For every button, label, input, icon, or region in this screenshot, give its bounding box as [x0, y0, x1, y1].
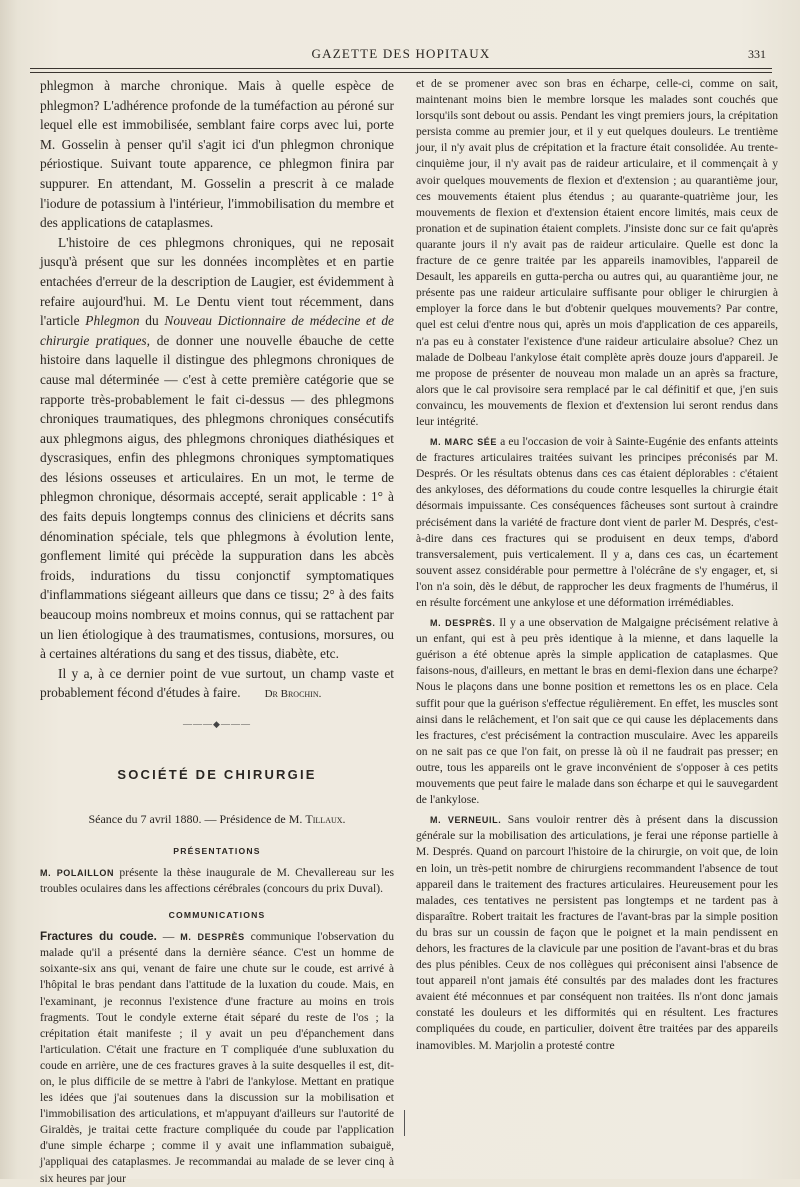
subheading-communications: COMMUNICATIONS: [168, 909, 266, 920]
right-column: [416, 76, 778, 1157]
section-divider-ornament: ———◆———: [183, 719, 251, 729]
paragraph-despres: [416, 615, 778, 808]
text-run: communique l'observation du malade qu'il a présenté dans la dernière séance. C'est un homme de soixante-six ans qui, venant de faire une chute sur le coude, est arrivé à l'hôpital le bras pendant dans l'attitude de la luxation du coude. Mais, en l'examinant, je reconnus l'existence d'une fracture au moins en trois fragments. Tout le condyle externe était séparé du reste de l'os ; la crépitation était manifeste ; il y avait un peu d'épanchement dans l'articulation. C'était une fracture en T compliquée d'une subluxation du coude en arrière, une de ces fractures graves à la suite desquelles il est, dit-on, le plus difficile de se mettre à l'abri de l'ankylose. Mettant en pratique les idées que j'ai soutenues dans la discussion sur la mobilisation et l'immobilisation des articulations, et m'appuyant d'ailleurs sur l'autorité de Giraldès, je traitai cette fracture compliquée du coude par l'application d'une simple écharpe ; comme il y avait une inflammation subaiguë, j'appliquai des cataplasmes. Je recommandai au malade de se lever cinq à six heures par jour: [40, 930, 395, 1185]
left-column: [40, 76, 395, 1185]
header-rule-thick: [30, 68, 772, 69]
paragraph-presentation: [40, 865, 394, 897]
paragraph-phlegmon-history: [40, 233, 394, 664]
paragraph-phlegmon-intro: phlegmon à marche chronique. Mais à quelle espèce de phlegmon? L'adhérence profonde de la tuméfaction au péroné sur lequel elle est immobilisée, semblant faire corps avec lui, porte M. Gosselin à penser qu'il s'agit ici d'un phlegmon chronique périostique. Suivant toute apparence, ce phlegmon finira par suppurer. En attendant, M. Gosselin a prescrit à ce malade l'iodure de potassium à l'intérieur, l'immobilisation du membre et des applications de cataplasmes.: [40, 78, 394, 231]
text-run: —: [156, 930, 181, 944]
page-header: [30, 44, 772, 66]
section-title: SOCIÉTÉ DE CHIRURGIE: [117, 766, 317, 782]
author-signature: Dr Brochin.: [264, 688, 322, 701]
header-rule-thin: [30, 72, 772, 73]
speaker-name: M. DESPRÈS: [180, 932, 245, 943]
text-run: du: [139, 313, 165, 329]
paragraph-fractures: [40, 929, 394, 1187]
text-run: Il y a une observation de Malgaigne précisément relative à un enfant, qui est à peu près identique à la mienne, et dans laquelle la guérison a été obtenue après la simple application de cataplasmes. Que faisons-nous, d'ailleurs, en mettant le bras en demi-flexion dans une écharpe? Nous le plaçons dans une bonne position et remettons les os en place. Cela suffit pour que la guérison s'effectue régulièrement. En effet, les muscles sont ainsi dans le relâchement, et l'on sait que ce qui cause les déplacements dans les fractures, c'est précisément la contraction musculaire. Avec les appareils on ne sait pas ce que l'on fait, on presse là où il ne faudrait pas presser; en outre, tous les appareils ont le grave inconvénient de s'opposer à ces petits mouvements que peut faire le malade dans son écharpe et qui le sauvegardent de l'ankylose.: [416, 616, 778, 807]
paragraph-verneuil: [416, 812, 778, 1053]
paragraph-continuation: et de se promener avec son bras en écharpe, celle-ci, comme on sait, maintenant moins bien le membre lorsque les malades sont couchés que lorsqu'ils sont debout ou assis. Pendant les vingt premiers jours, la crépitation persista comme au premier jour, et il y eut quelques douleurs. Le trentième jour, il n'y avait plus de crépitation et la fracture était consolidée. Au trente-cinquième jour, il n'y avait pas de raideur articulaire, et il commençait à y avoir quelques mouvements de flexion et d'extension ; au quarantième jour, ces mouvements étaient plus étendus ; au quarante-quatrième jour, les mouvements de flexion et d'extension étaient encore limités, mais ceux de pronation et de supination étaient complets. J'insiste donc sur ce fait qu'après quarante jours il n'y avait pas de raideur articulaire. Quelle est donc la fracture de ce genre traitée par les appareils inamovibles, l'appareil de Desault, les appareils en gutta-percha ou autres qui, au quarantième jour, ne présente pas une raideur articulaire suffisante pour obliger le chirurgien à employer la force dans le but d'obtenir quelques mouvements? Par contre, quel est celui d'entre nous qui, après un mois d'application de ces appareils, n'a pas eu à constater l'existence d'une raideur articulaire absolue? Chez un malade de Dolbeau l'ankylose était complète après douze jours d'appareil. Je me propose de présenter de nouveau mon malade un an après sa fracture, alors que le cal provisoire sera remplacé par le cal définitif et que, j'en suis convaincu, les mouvements de flexion et d'extension lui seront rendus dans leur intégrité.: [416, 77, 778, 428]
text-run: Séance du 7 avril 1880. — Présidence de M.: [88, 812, 306, 827]
seance-line: [40, 810, 394, 830]
journal-title: GAZETTE DES HOPITAUX: [311, 46, 491, 61]
paragraph-marc-see: [416, 434, 778, 611]
article-title: Fractures du coude.: [40, 930, 157, 944]
page-number: 331: [748, 47, 766, 61]
italic-run: Nouveau Dictionnaire de médecine et de chirurgie pratiques,: [40, 313, 394, 348]
text-run: de donner une nouvelle ébauche de cette histoire dans laquelle il distingue des phlegmons chroniques de cause mal déterminée — c'est à cette première catégorie que se rapporte très-probablement le fait ci-dessus — des phlegmons chroniques traumatiques, des phlegmons chroniques consécutifs aux phlegmons aigus, des phlegmons chroniques diathésiques et dyscrasiques, enfin des phlegmons chroniques symptomatiques des lésions osseuses et articulaires. En un mot, le terme de phlegmon chronique, désormais accepté, serait applicable : 1° à des faits depuis longtemps connus des cliniciens et décrits sans dénomination spéciale, tels que phlegmons à évolution lente, gonflement limité qui précède la suppuration dans les abcès froids, indurations du tissu conjonctif symptomatiques d'inflammations siégeant ailleurs que dans ce tissu; 2° à des faits beaucoup moins nombreux et moins connus, qui se rattachent par un lien étiologique à des traumatismes, contusions, morsures, ou à certaines altérations du sang et des tissus, diabète, etc.: [40, 332, 395, 662]
speaker-name: M. VERNEUIL.: [430, 815, 502, 826]
text-run: L'histoire de ces phlegmons chroniques, qui ne reposait jusqu'à présent que sur les données incomplètes et en partie entachées d'erreur de la description de Laugier, est évidemment à refaire aujourd'hui. M. Le Dentu vient tout récemment, dans l'article: [40, 234, 394, 329]
speaker-name: M. POLAILLON: [40, 868, 115, 879]
column-separator-mark: [404, 1110, 405, 1136]
text-run: a eu l'occasion de voir à Sainte-Eugénie des enfants atteints de fractures articulaires traitées suivant les principes préconisés par M. Després. Or les résultats obtenus dans ces cas étaient déplorables : c'étaient des ankyloses, des déformations du coude contre lesquelles la chirurgie était désormais impuissante. Ces conséquences fâcheuses sont surtout à craindre précisément dans la variété de fracture dont vient de parler M. Després, c'est-à-dire dans ces fractures qui se produisent en deux temps, d'abord transversalement, puis verticalement. Il y a, dans ces cas, un écartement souvent assez considérable pour permettre à l'olécrâne de s'y engager, et, si l'on n'a soin, dès le début, de rapprocher les deux fragments de l'humérus, il en résulte forcément une ankylose et une déformation irrémédiables.: [416, 435, 778, 609]
paragraph-phlegmon-conclusion: [40, 664, 394, 705]
subheading-presentations: PRÉSENTATIONS: [173, 845, 261, 856]
italic-run: Phlegmon: [85, 313, 140, 329]
text-run: Sans vouloir rentrer dès à présent dans la discussion générale sur la mobilisation des articulations, je ferai une réponse partielle à M. Després. Quand on parcourt l'histoire de la chirurgie, on voit que, de loin en loin, un très-petit nombre de chirurgiens recommandent l'absence de tout appareil dans le traitement des fractures articulaires. Heureusement pour les malades, ces tentatives ne persistent pas longtemps et ne tardent pas à disparaître. Robert traitait les fractures de l'avant-bras par la simple position du bras sur un coussin de façon que le poignet et la main pendissent en dehors, les fractures de la clavicule par une position de l'avant-bras et du bras des plus pénibles. Ceux de nos collègues qui préconisent ainsi l'absence de tout appareil n'ont jamais été consultés par des malades dont les fractures avaient été méconnues et par conséquent non traitées. Ils n'ont donc jamais constaté les douleurs et les difformités qui en résultent. Les fractures compliquées du coude, en particulier, doivent être traitées par des appareils inamovibles. M. Marjolin a protesté contre: [416, 813, 778, 1052]
president-name: Tillaux.: [305, 812, 346, 827]
text-run: présente la thèse inaugurale de M. Chevallereau sur les troubles oculaires dans les affections cérébrales (concours du prix Duval).: [40, 866, 394, 896]
speaker-name: M. MARC SÉE: [430, 437, 498, 448]
text-run: Il y a, à ce dernier point de vue surtout, un champ vaste et probablement fécond d'études à faire.: [40, 665, 394, 701]
speaker-name: M. DESPRÈS.: [430, 618, 496, 629]
